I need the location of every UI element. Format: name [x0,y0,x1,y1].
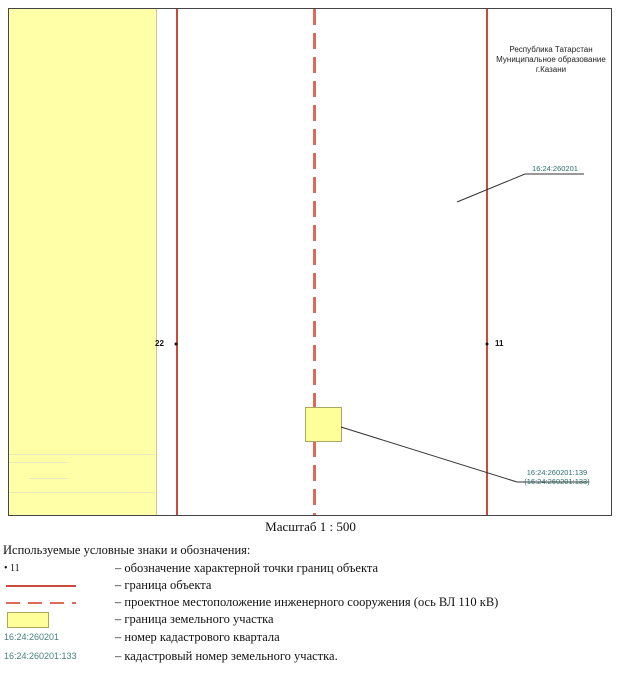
region-title-line2: Муниципальное образование [496,55,606,64]
region-title-line3: г.Казани [535,65,567,74]
cadastral-parcel-label [517,468,597,486]
legend-item-quarter [0,629,621,646]
legend-item-object-boundary [0,577,621,594]
legend-land-parcel-text: – граница земельного участка [115,612,274,626]
region-title [487,45,612,75]
legend-point-text: – обозначение характерной точки границ объекта [115,561,379,575]
legend-point-symbol: • 11 [4,563,20,574]
legend-parcel-number-symbol: 16:24:260201:133 [4,651,77,661]
map-scale: Масштаб 1 : 500 [265,519,356,534]
legend-dashline-symbol [4,594,104,611]
legend-quarter-text: – номер кадастрового квартала [115,630,280,644]
legend-quarter-symbol: 16:24:260201 [4,632,60,642]
legend-item-point [0,560,621,577]
quarter-leader-line [457,174,525,202]
point-22-marker [175,343,178,346]
cadastral-parcel-parent: (16:24:260201:133) [524,477,590,486]
point-11-marker [486,343,489,346]
leader-lines [9,9,612,516]
legend-yellow-symbol [4,611,104,628]
point-label-11: 11 [495,339,504,348]
legend-item-land-parcel [0,611,621,628]
legend-parcel-number-text: – кадастровый номер земельного участка. [115,649,338,663]
cadastral-parcel-number: 16:24:260201:139 [526,468,588,477]
legend-title: Используемые условные знаки и обозначения: [3,543,251,557]
region-title-line1: Республика Татарстан [509,45,593,54]
legend-boundary-text: – граница объекта [115,578,212,592]
legend-redline-symbol [4,577,104,594]
point-label-22: 22 [155,339,164,348]
legend-vl-axis-text: – проектное местоположение инженерного сооружения (ось ВЛ 110 кВ) [115,595,499,609]
cadastral-quarter-label: 16:24:260201 [532,164,578,173]
parcel-leader-line [341,427,517,482]
legend-item-vl-axis [0,594,621,611]
map-frame [8,8,612,516]
legend-item-parcel-number [0,648,621,665]
